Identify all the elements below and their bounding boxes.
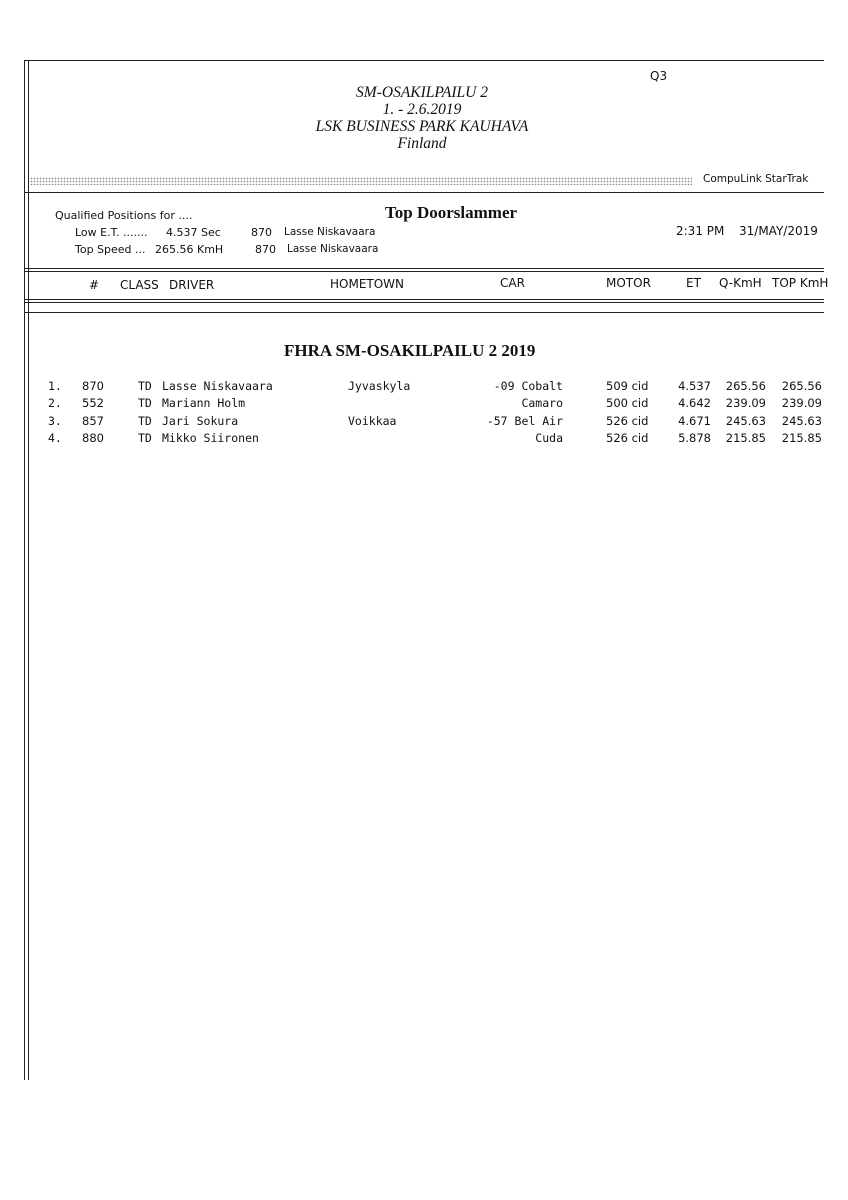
cell-et: 4.671 (678, 413, 711, 428)
cell-topkmh: 239.09 (781, 396, 822, 411)
cell-qkmh: 265.56 (725, 379, 766, 393)
cell-pos: 3. (48, 413, 62, 428)
cell-driver: Mikko Siironen (162, 430, 259, 445)
cell-driver: Lasse Niskavaara (162, 379, 273, 393)
cell-car: -09 Cobalt (493, 379, 563, 393)
top-border (24, 60, 824, 61)
event-header (222, 84, 622, 152)
top-speed-num: 870 (255, 243, 276, 256)
cell-motor: 509 cid (606, 379, 649, 393)
columns-bottom-line (24, 299, 824, 300)
cell-motor: 526 cid (606, 413, 649, 428)
low-et-value: 4.537 Sec (166, 226, 221, 239)
cell-qkmh: 215.85 (725, 430, 766, 445)
cell-class: TD (138, 379, 152, 393)
cell-driver: Jari Sokura (162, 413, 239, 428)
report-time: 2:31 PM (676, 224, 725, 238)
col-topkmh: TOP KmH (772, 276, 829, 290)
cell-pos: 4. (48, 430, 62, 445)
section-title: FHRA SM-OSAKILPAILU 2 2019 (284, 341, 536, 360)
system-label: CompuLink StarTrak (703, 173, 809, 185)
cell-topkmh: 245.63 (781, 413, 822, 428)
cell-num: 552 (82, 396, 104, 411)
cell-car: -57 Bel Air (486, 413, 563, 428)
col-hometown: HOMETOWN (330, 277, 405, 291)
cell-car: Camaro (521, 396, 563, 411)
cell-num: 870 (82, 379, 104, 393)
columns-top-line (24, 268, 824, 269)
cell-hometown: Jyvaskyla (348, 379, 411, 393)
cell-num: 880 (82, 430, 104, 445)
class-title: Top Doorslammer (385, 203, 518, 222)
cell-qkmh: 239.09 (725, 396, 766, 411)
cell-class: TD (138, 413, 152, 428)
table-start-line (24, 312, 824, 313)
cell-et: 4.642 (678, 396, 711, 411)
cell-qkmh: 245.63 (725, 413, 766, 428)
col-driver: DRIVER (169, 278, 215, 292)
cell-car: Cuda (535, 430, 563, 445)
col-motor: MOTOR (606, 276, 651, 290)
event-venue: LSK BUSINESS PARK KAUHAVA (315, 118, 529, 135)
col-car: CAR (500, 276, 525, 290)
top-speed-label: Top Speed ... (75, 243, 146, 256)
top-speed-driver: Lasse Niskavaara (287, 243, 379, 255)
cell-pos: 1. (48, 379, 62, 393)
cell-class: TD (138, 430, 152, 445)
header-divider (24, 192, 824, 193)
col-num: # (89, 278, 100, 292)
event-country: Finland (397, 135, 447, 152)
cell-topkmh: 215.85 (781, 430, 822, 445)
columns-bottom-line-2 (24, 302, 824, 303)
col-qkmh: Q-KmH (719, 276, 762, 290)
low-et-driver: Lasse Niskavaara (284, 226, 376, 238)
cell-pos: 2. (48, 396, 62, 411)
cell-hometown: Voikkaa (348, 413, 397, 428)
cell-class: TD (138, 396, 152, 411)
col-class: CLASS (120, 278, 159, 292)
cell-motor: 526 cid (606, 430, 649, 445)
low-et-label: Low E.T. ....... (75, 226, 148, 239)
col-et: ET (686, 276, 701, 290)
event-dates: 1. - 2.6.2019 (382, 101, 462, 118)
report-date: 31/MAY/2019 (739, 224, 818, 238)
cell-topkmh: 265.56 (781, 379, 822, 393)
cell-driver: Mariann Holm (162, 396, 246, 411)
dotted-band (30, 177, 692, 185)
left-border-inner (28, 60, 29, 1080)
cell-et: 4.537 (678, 379, 711, 393)
cell-num: 857 (82, 413, 104, 428)
event-title: SM-OSAKILPAILU 2 (356, 84, 488, 101)
cell-motor: 500 cid (606, 396, 649, 411)
columns-top-line-2 (24, 271, 824, 272)
low-et-num: 870 (251, 226, 272, 239)
left-border (24, 60, 25, 1080)
top-speed-value: 265.56 KmH (155, 243, 224, 256)
qualified-heading: Qualified Positions for .... (55, 209, 193, 222)
page-code: Q3 (650, 69, 668, 83)
cell-et: 5.878 (678, 430, 711, 445)
